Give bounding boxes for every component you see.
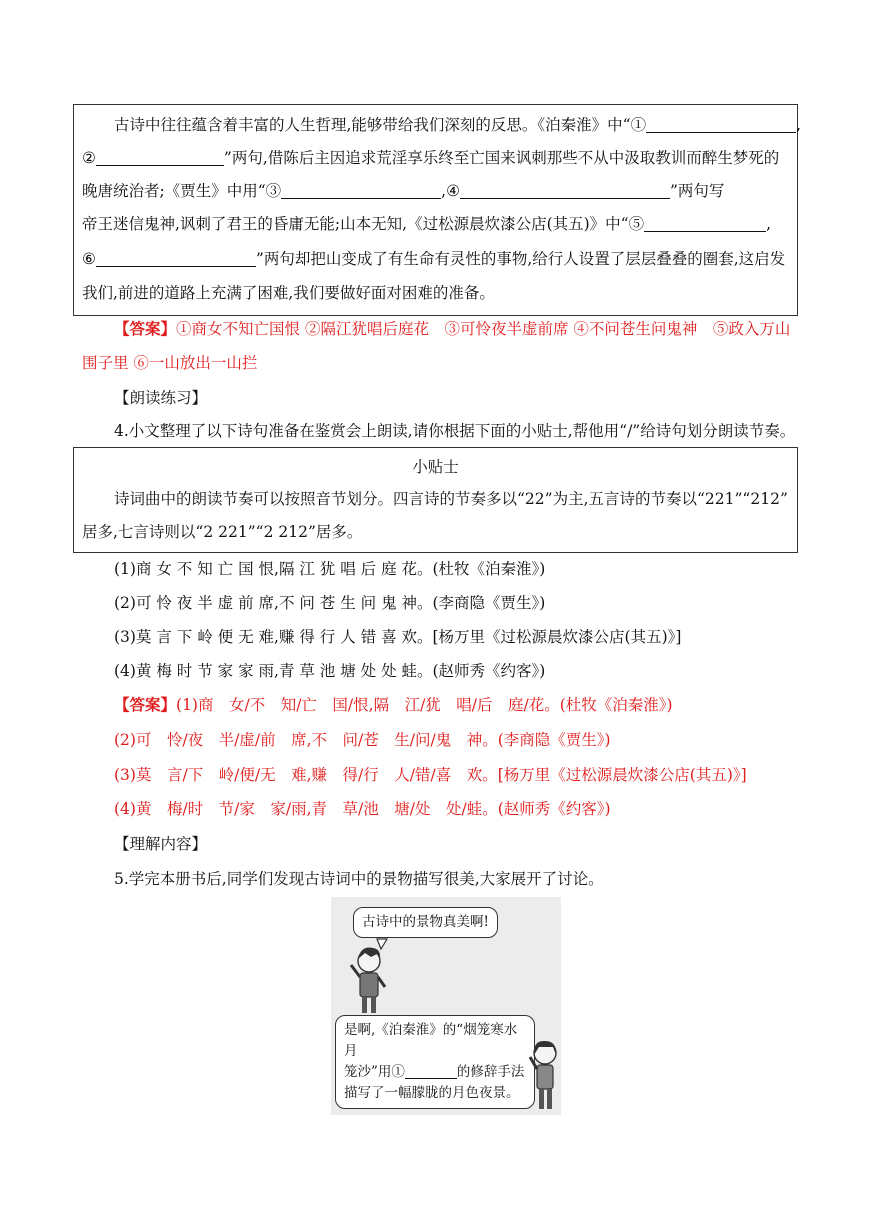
answer-1-tag: 【答案】 <box>114 319 177 338</box>
blank-1[interactable] <box>646 116 796 133</box>
answer-4-line-1 <box>114 694 673 716</box>
speech-bubble-2-line-2a: 笼沙”用① <box>344 1064 405 1080</box>
answer-4-line-4: (4)黄 梅/时 节/家 家/雨,青 草/池 塘/处 处/蛙。(赵师秀《约客》) <box>114 800 611 818</box>
box1-line-3-num4: ,④ <box>441 182 460 200</box>
question-4: 4.小文整理了以下诗句准备在鉴赏会上朗读,请你根据下面的小贴士,帮他用“/”给诗句划分朗读节奏。 <box>114 422 796 440</box>
speech-bubble-2-line-2 <box>344 1062 526 1083</box>
speech-bubble-2 <box>335 1015 535 1109</box>
box1-line-5-num: ⑥ <box>82 250 96 268</box>
box1-line-3: 晚唐统治者;《贾生》中用“③ <box>82 182 282 200</box>
blank-2[interactable] <box>96 149 224 166</box>
speech-bubble-2-line-1: 是啊,《泊秦淮》的“烟笼寒水月 <box>344 1022 518 1059</box>
section-understand-title: 【理解内容】 <box>114 835 208 853</box>
answer-4-tag: 【答案】 <box>114 695 177 714</box>
answer-1-line-2: 围子里 ⑥一山放出一山拦 <box>82 354 258 372</box>
speech-bubble-2-line-3: 描写了一幅朦胧的月色夜景。 <box>344 1085 520 1101</box>
box1-line-3-rest <box>82 180 724 202</box>
blank-4[interactable] <box>460 182 670 199</box>
tips-line-2: 居多,七言诗则以“2 221”“2 212”居多。 <box>82 523 363 541</box>
box1-line-2-text: ”两句,借陈后主因追求荒淫享乐终至亡国来讽刺那些不从中汲取教训而醉生梦死的 <box>223 149 780 167</box>
box1-line-4-end: , <box>766 215 772 233</box>
poem-2: (2)可 怜 夜 半 虚 前 席,不 问 苍 生 问 鬼 神。(李商隐《贾生》) <box>114 594 546 612</box>
section-reading-title: 【朗读练习】 <box>114 389 208 407</box>
box1-line-3-end: ”两句写 <box>669 182 725 200</box>
blank-6[interactable] <box>96 250 256 267</box>
speech-bubble-2-line-2b: 的修辞手法 <box>456 1064 525 1080</box>
tips-title: 小贴士 <box>412 458 459 476</box>
poem-4: (4)黄 梅 时 节 家 家 雨,青 草 池 塘 处 处 蛙。(赵师秀《约客》) <box>114 662 546 680</box>
tips-line-1: 诗词曲中的朗读节奏可以按照音节划分。四言诗的节奏多以“22”为主,五言诗的节奏以“221”“212” <box>114 490 788 508</box>
poem-1: (1)商 女 不 知 亡 国 恨,隔 江 犹 唱 后 庭 花。(杜牧《泊秦淮》) <box>114 560 546 578</box>
discussion-illustration <box>331 897 561 1115</box>
box1-line-1-text: 古诗中往往蕴含着丰富的人生哲理,能够带给我们深刻的反思。《泊秦淮》中“① <box>114 116 647 134</box>
box1-line-4-text: 帝王迷信鬼神,讽刺了君王的昏庸无能;山本无知,《过松源晨炊漆公店(其五)》中“⑤ <box>82 215 645 233</box>
speech-bubble-1-text: 古诗中的景物真美啊! <box>362 914 489 930</box>
poem-3: (3)莫 言 下 岭 便 无 难,赚 得 行 人 错 喜 欢。[杨万里《过松源晨炊漆公店(其五)》] <box>114 628 682 646</box>
box1-line-5 <box>82 248 785 270</box>
question-5: 5.学完本册书后,同学们发现古诗词中的景物描写很美,大家展开了讨论。 <box>114 870 604 888</box>
answer-4-text-1: (1)商 女/不 知/亡 国/恨,隔 江/犹 唱/后 庭/花。(杜牧《泊秦淮》) <box>176 696 673 714</box>
box1-line-2 <box>82 147 779 169</box>
answer-1-line-1 <box>114 318 790 340</box>
box1-line-5-text: ”两句却把山变成了有生命有灵性的事物,给行人设置了层层叠叠的圈套,这启发 <box>255 250 786 268</box>
box1-line-2-num: ② <box>82 149 96 167</box>
girl-figure-icon <box>527 1035 561 1115</box>
box1-line-4 <box>82 213 771 235</box>
answer-4-line-2: (2)可 怜/夜 半/虚/前 席,不 问/苍 生/问/鬼 神。(李商隐《贾生》) <box>114 731 611 749</box>
answer-1-text: ①商女不知亡国恨 ②隔江犹唱后庭花 ③可怜夜半虚前席 ④不问苍生问鬼神 ⑤政入万山 <box>176 320 791 338</box>
box1-line-6: 我们,前进的道路上充满了困难,我们要做好面对困难的准备。 <box>82 284 495 302</box>
answer-4-line-3: (3)莫 言/下 岭/便/无 难,赚 得/行 人/错/喜 欢。[杨万里《过松源晨炊漆公店(其五)》] <box>114 766 747 784</box>
box1-line-1 <box>114 114 801 136</box>
speech-bubble-1 <box>353 907 498 938</box>
box1-line-1-end: , <box>796 116 802 134</box>
blank-5[interactable] <box>644 215 766 232</box>
blank-3[interactable] <box>281 182 441 199</box>
boy-figure-icon <box>347 935 411 1017</box>
bubble-blank[interactable] <box>405 1064 457 1079</box>
